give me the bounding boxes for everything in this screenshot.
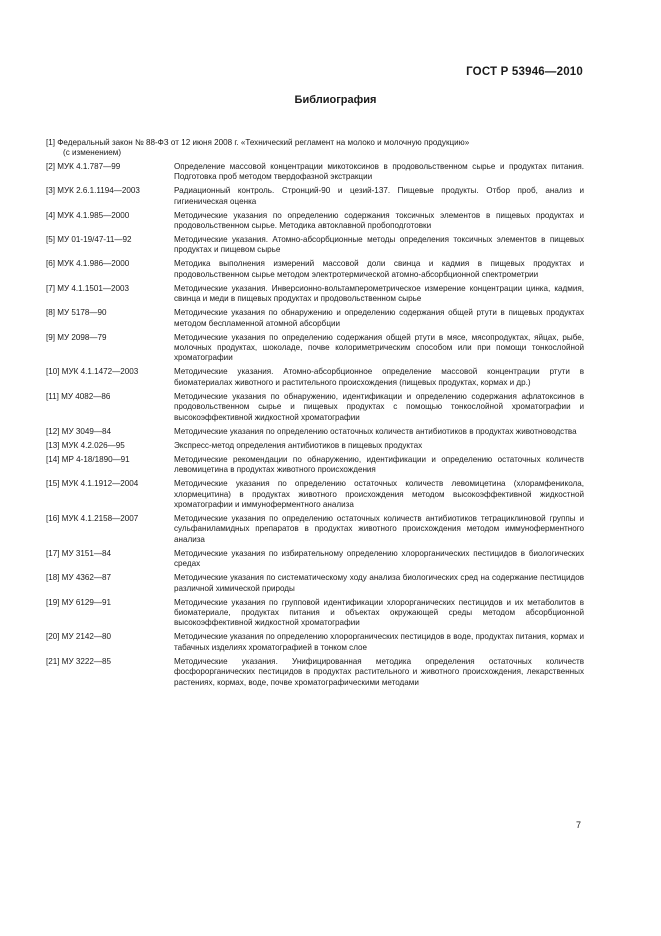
bibliography-ref: [15] МУК 4.1.1912—2004 [46,479,139,489]
bibliography-ref: [8] МУ 5178—90 [46,308,107,318]
bibliography-ref: [3] МУК 2.6.1.1194—2003 [46,186,140,196]
bibliography-entry [46,392,584,423]
bibliography-description: Методические указания по систематическому ходу анализа биологических сред на содержание пестицидов различной химической природы [174,573,584,593]
bibliography-ref: [16] МУК 4.1.2158—2007 [46,513,139,523]
bibliography-list [46,138,584,692]
bibliography-entry [46,427,584,437]
bibliography-ref: [14] МР 4-18/1890—91 [46,454,130,464]
bibliography-entry [46,162,584,183]
bibliography-ref: [18] МУ 4362—87 [46,573,111,583]
bibliography-description: Методические указания по обнаружению, идентификации и определению содержания афлатоксинов в продовольственном сырье и пищевых продуктах с помощью тонкослойной хроматографии и высокоэффективной жидкостной хроматографии [174,391,584,422]
bibliography-entry [46,549,584,570]
bibliography-description: Методические указания по групповой идентификации хлорорганических пестицидов и их метаболитов в биоматериале, продуктах питания и объектах окружающей среды методом абсорбционной высокоэффективной жидкостной хроматографии [174,597,584,628]
bibliography-entry [46,259,584,280]
bibliography-ref: [7] МУ 4.1.1501—2003 [46,283,129,293]
bibliography-entry-continuation: (с изменением) [63,148,122,158]
bibliography-description: Определение массовой концентрации микотоксинов в продовольственном сырье и продуктах питания. Подготовка проб методом твердофазной экстракции [174,161,584,182]
bibliography-entry-text: [1] Федеральный закон № 88-ФЗ от 12 июня 2008 г. «Технический регламент на молоко и молочную продукцию» [46,138,470,147]
bibliography-description: Методические указания по определению остаточных количеств антибиотиков в продуктах животноводства [174,426,577,436]
bibliography-description: Методические указания по избирательному определению хлорорганических пестицидов в биологических средах [174,548,584,569]
bibliography-ref: [13] МУК 4.2.026—95 [46,440,125,450]
bibliography-ref: [12] МУ 3049—84 [46,426,111,436]
bibliography-description: Методические указания. Унифицированная методика определения остаточных количеств фосфорорганических пестицидов в продуктах растительного и животного происхождения, лекарственных растениях, кормах, воде, почве хроматографическими методами [174,656,584,687]
bibliography-entry [46,573,584,594]
bibliography-ref: [5] МУ 01-19/47-11—92 [46,235,132,245]
bibliography-entry [46,598,584,629]
bibliography-description: Методические указания. Атомно-абсорбционное определение массовой концентрации ртути в биоматериалах животного и растительного происхождения (пищевых продуктах, кормах и др.) [174,367,584,387]
bibliography-entry [46,441,584,451]
bibliography-description: Методические указания по определению содержания общей ртути в мясе, мясопродуктах, яйцах, рыбе, молочных продуктах, шоколаде, почве колориметрическим способом или при помощи тонкослойной хроматографии [174,332,584,363]
bibliography-description: Методические указания по обнаружению и определению содержания общей ртути в пищевых продуктах методом беспламенной атомной абсорбции [174,308,584,328]
bibliography-description: Методические указания по определению остаточных количеств левомицетина (хлорамфеникола, хлормецитина) в продуктах животного происхождения методом высокоэффективной жидкостной хроматографии и иммуноферментного анализа [174,479,584,509]
bibliography-description: Методика выполнения измерений массовой доли свинца и кадмия в пищевых продуктах и продовольственном сырье методом электротермической атомно-абсорбционной спектрометрии [174,259,584,279]
bibliography-description: Экспресс-метод определения антибиотиков в пищевых продуктах [174,440,423,450]
bibliography-ref: [4] МУК 4.1.985—2000 [46,210,130,220]
bibliography-ref: [19] МУ 6129—91 [46,597,111,607]
bibliography-ref: [2] МУК 4.1.787—99 [46,161,121,171]
bibliography-description: Методические указания по определению содержания токсичных элементов в пищевых продуктах и продовольственном сырье. Методика автоклавной пробоподготовки [174,210,584,231]
bibliography-ref: [9] МУ 2098—79 [46,332,107,342]
bibliography-ref: [21] МУ 3222—85 [46,656,111,666]
bibliography-entry [46,235,584,256]
page-number: 7 [575,820,581,830]
bibliography-description: Методические указания. Атомно-абсорбционные методы определения токсичных элементов в пищевых продуктах и пищевом сырье [174,235,584,255]
bibliography-entry [46,284,584,305]
bibliography-entry [46,367,584,388]
bibliography-ref: [20] МУ 2142—80 [46,632,111,642]
bibliography-ref: [10] МУК 4.1.1472—2003 [46,367,139,377]
bibliography-entry [46,479,584,510]
bibliography-description: Методические указания по определению остаточных количеств антибиотиков тетрациклиновой группы и сульфаниламидных препаратов в продуктах животного происхождения методом иммуноферментного анализа [174,513,584,544]
bibliography-entry [46,211,584,232]
page-title: Библиография [294,94,377,106]
bibliography-description: Методические указания по определению хлорорганических пестицидов в воде, продуктах питания, кормах и табачных изделиях хроматографией в тонком слое [174,632,584,652]
bibliography-ref: [6] МУК 4.1.986—2000 [46,259,130,269]
bibliography-description: Методические указания. Инверсионно-вольтамперометрическое измерение концентрации цинка, кадмия, свинца и меди в пищевых продуктах и продовольственном сырье [174,283,584,304]
bibliography-entry [46,514,584,545]
bibliography-entry-1 [46,138,584,159]
bibliography-entry [46,455,584,476]
bibliography-entry [46,186,584,207]
bibliography-ref: [11] МУ 4082—86 [46,391,111,401]
standard-header: ГОСТ Р 53946—2010 [466,66,583,78]
bibliography-entry [46,657,584,688]
bibliography-description: Методические рекомендации по обнаружению, идентификации и определению остаточных количеств левомицетина в продуктах животного происхождения [174,454,584,475]
bibliography-entry [46,632,584,653]
bibliography-entry [46,308,584,329]
bibliography-ref: [17] МУ 3151—84 [46,548,111,558]
bibliography-entry [46,333,584,364]
bibliography-description: Радиационный контроль. Стронций-90 и цезий-137. Пищевые продукты. Отбор проб, анализ и гигиеническая оценка [174,186,584,206]
